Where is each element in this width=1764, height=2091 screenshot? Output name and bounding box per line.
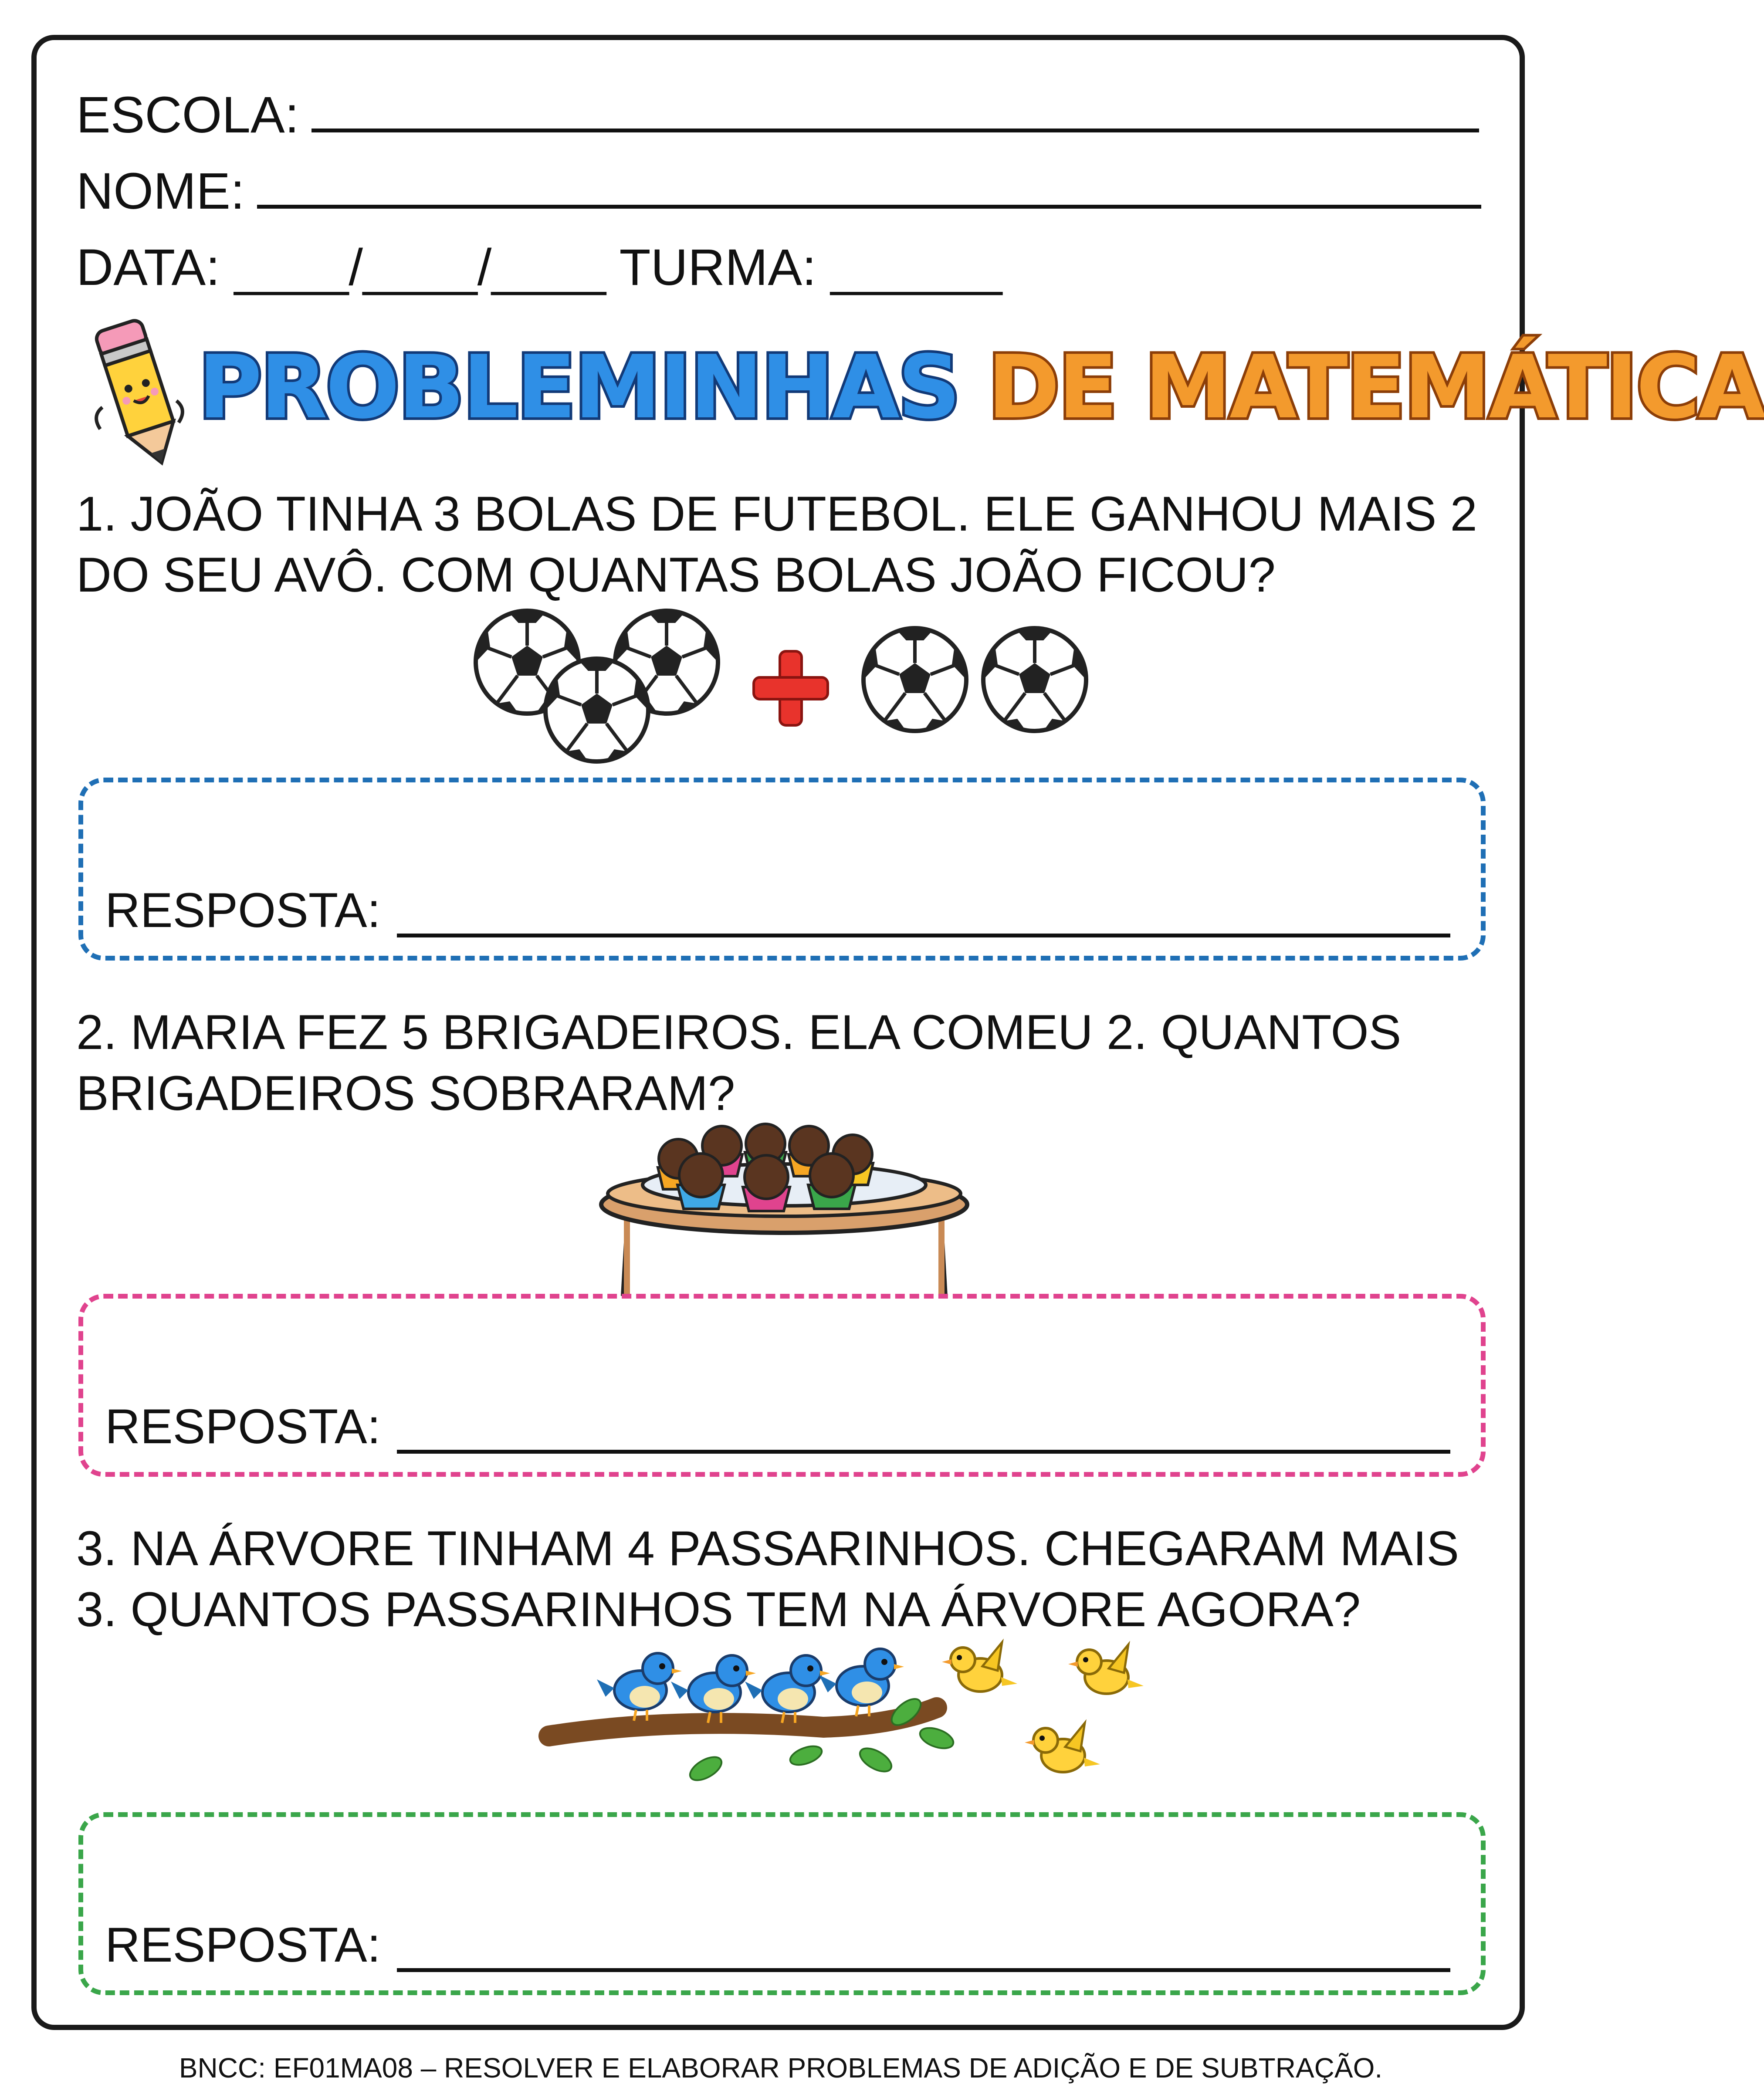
- answer-label-2: RESPOSTA:: [105, 1399, 381, 1454]
- title-part-2: DE MATEMÁTICA: [987, 337, 1764, 438]
- answer-line-1[interactable]: [397, 934, 1450, 937]
- school-field: [76, 86, 1479, 144]
- pencil-mascot-icon: [85, 314, 194, 475]
- school-label: ESCOLA:: [76, 86, 299, 144]
- question-2-text: 2. MARIA FEZ 5 BRIGADEIROS. ELA COMEU 2. QUANTOS BRIGADEIROS SOBRARAM?: [76, 1005, 1402, 1120]
- page-title: [198, 337, 1764, 438]
- date-class-field: [76, 239, 1002, 296]
- answer-line-3[interactable]: [397, 1968, 1450, 1972]
- answer-box-1[interactable]: [78, 778, 1486, 961]
- brigadeiros-on-table-icon: [593, 1115, 976, 1298]
- answer-box-3[interactable]: [78, 1812, 1486, 1995]
- question-1-text: 1. JOÃO TINHA 3 BOLAS DE FUTEBOL. ELE GANHOU MAIS 2 DO SEU AVÔ. COM QUANTAS BOLAS JOÃO FICOU?: [76, 487, 1477, 602]
- date-label: DATA:: [76, 239, 220, 296]
- class-blank[interactable]: ______: [830, 239, 1002, 296]
- answer-line-2[interactable]: [397, 1450, 1450, 1454]
- name-label: NOME:: [76, 162, 245, 220]
- date-blank[interactable]: ____/____/____: [234, 239, 606, 296]
- soccer-balls-addition-icon: [466, 601, 1111, 767]
- answer-label-3: RESPOSTA:: [105, 1918, 381, 1972]
- title-part-1: PROBLEMINHAS: [198, 337, 959, 438]
- question-3-text: 3. NA ÁRVORE TINHAM 4 PASSARINHOS. CHEGARAM MAIS 3. QUANTOS PASSARINHOS TEM NA ÁRVORE AGORA?: [76, 1521, 1459, 1637]
- name-blank-line[interactable]: [257, 205, 1481, 209]
- name-field: [76, 162, 1481, 220]
- footer-bncc: BNCC: EF01MA08 – RESOLVER E ELABORAR PROBLEMAS DE ADIÇÃO E DE SUBTRAÇÃO.: [179, 2052, 1383, 2084]
- school-blank-line[interactable]: [311, 129, 1479, 132]
- birds-on-branch-icon: [545, 1638, 1155, 1812]
- answer-box-2[interactable]: [78, 1294, 1486, 1477]
- class-label: TURMA:: [619, 239, 816, 296]
- answer-label-1: RESPOSTA:: [105, 883, 381, 937]
